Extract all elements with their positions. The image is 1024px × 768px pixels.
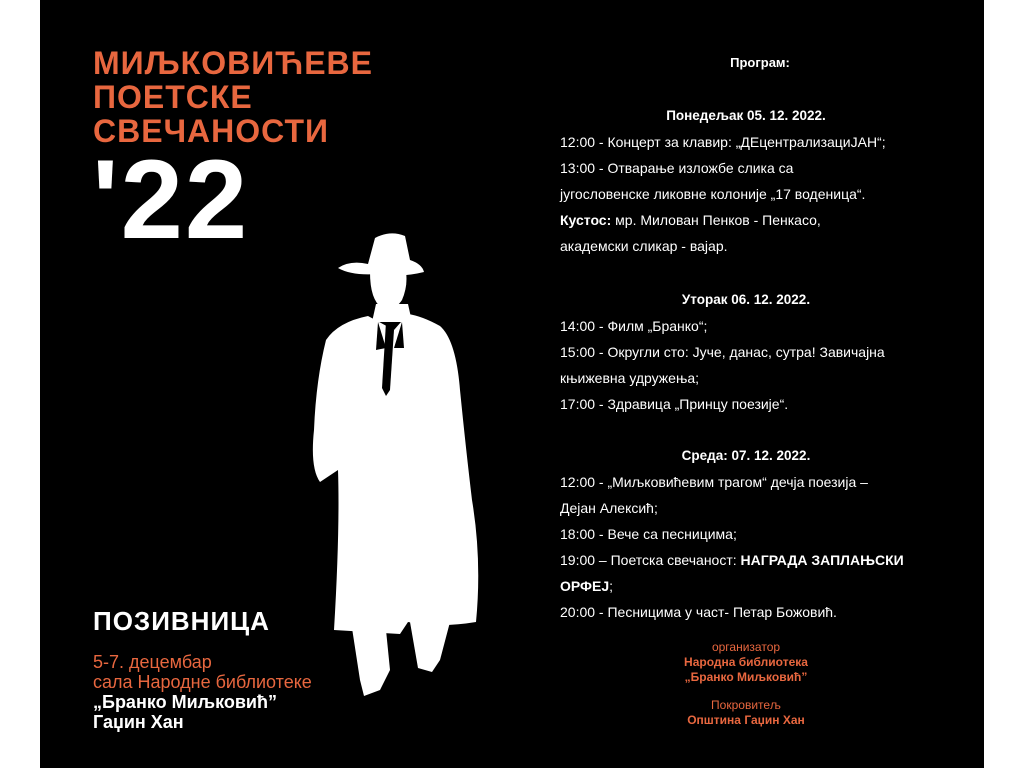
program-line: 12:00 - „Миљковићевим трагом“ дечја поезија – bbox=[560, 474, 868, 490]
sponsor-label: Покровитељ bbox=[711, 698, 781, 712]
festival-title-line-3: СВЕЧАНОСТИ bbox=[93, 113, 330, 149]
organizer-block bbox=[560, 640, 932, 685]
program-line: 15:00 - Округли сто: Јуче, данас, сутра! Завичајна bbox=[560, 344, 885, 360]
day-heading-wednesday: Среда: 07. 12. 2022. bbox=[681, 448, 811, 463]
program-line: 14:00 - Филм „Бранко“; bbox=[560, 318, 708, 334]
curator-label: Кустос: bbox=[560, 212, 612, 228]
event-venue: сала Народне библиотеке bbox=[93, 672, 312, 692]
sponsor-name: Општина Гаџин Хан bbox=[687, 713, 805, 727]
festival-title-line-1: МИЉКОВИЋЕВЕ bbox=[93, 45, 373, 81]
program-line: 12:00 - Концерт за клавир: „ДЕцентрализациЈАН“; bbox=[560, 134, 886, 150]
program-line-curator bbox=[560, 212, 821, 228]
program-line: 20:00 - Песницима у част- Петар Божовић. bbox=[560, 604, 837, 620]
program-heading: Програм: bbox=[730, 55, 790, 70]
program-line: књижевна удружења; bbox=[560, 370, 700, 386]
organizer-label: организатор bbox=[711, 640, 781, 654]
award-name: НАГРАДА ЗАПЛАЊСКИ bbox=[740, 552, 904, 568]
invitation-heading: ПОЗИВНИЦА bbox=[93, 606, 270, 636]
festival-year: '22 bbox=[92, 137, 250, 262]
program-line: 13:00 - Отварање изложбе слика са bbox=[560, 160, 794, 176]
curator-name: мр. Милован Пенков - Пенкасо, bbox=[615, 212, 821, 228]
sponsor-block bbox=[560, 698, 932, 728]
organizer-name-2: „Бранко Миљковић” bbox=[684, 670, 808, 684]
program-line: 17:00 - Здравица „Принцу поезије“. bbox=[560, 396, 789, 412]
event-town: Гаџин Хан bbox=[93, 712, 184, 732]
program-line: 18:00 - Вече са песницима; bbox=[560, 526, 737, 542]
event-library: „Бранко Миљковић” bbox=[93, 692, 277, 712]
program-line: академски сликар - вајар. bbox=[560, 238, 728, 254]
day-heading-tuesday: Уторак 06. 12. 2022. bbox=[681, 292, 811, 307]
organizer-name-1: Народна библиотека bbox=[684, 655, 808, 669]
festival-title-line-2: ПОЕТСКЕ bbox=[93, 79, 253, 115]
poster bbox=[40, 0, 984, 768]
program-line: југословенске ликовне колоније „17 воденица“. bbox=[560, 186, 866, 202]
program-line: Дејан Алексић; bbox=[560, 500, 658, 516]
program-line-award-cont: ОРФЕЈ; bbox=[560, 578, 614, 594]
day-heading-monday: Понедељак 05. 12. 2022. bbox=[666, 108, 826, 123]
program-line-award: 19:00 – Поетска свечаност: НАГРАДА ЗАПЛАЊСКИ bbox=[560, 552, 904, 568]
poet-silhouette-illustration bbox=[290, 230, 540, 700]
event-dates: 5-7. децембар bbox=[93, 652, 212, 672]
